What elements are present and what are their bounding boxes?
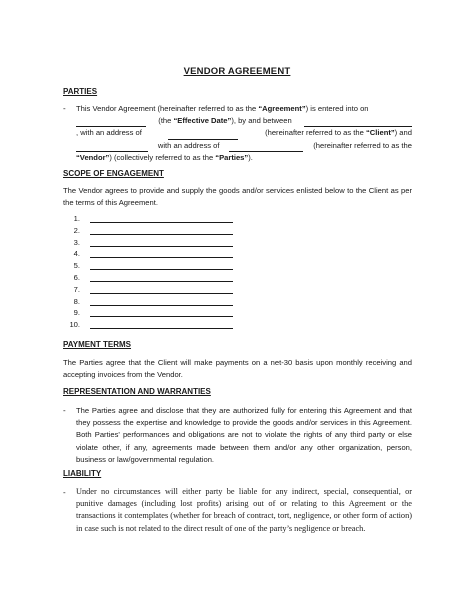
scope-list-number: 4. xyxy=(73,249,80,259)
scope-list-blank[interactable] xyxy=(90,281,233,282)
vendor-address-blank[interactable] xyxy=(229,144,303,152)
parties-paragraph: This Vendor Agreement (hereinafter referred to as the “Agreement”) is entered into on (the “Effective Date”), by and between , with an address of (hereinafter referred to as the “Client”) and with an address of (hereinafter referred to as the “Vendor”) (collectively referred to as the “Parties”). xyxy=(76,104,412,162)
scope-list-blank[interactable] xyxy=(90,328,233,329)
parties-heading: PARTIES xyxy=(63,87,98,96)
representation-text: The Parties agree and disclose that they are authorized fully for entering this Agreement and that they possess the expertise and knowledge to provide the goods and/or services in this Agreement. Both Parties' performances and obligations are not to violate the rights of any third party or else violate other, if any, agreements made between them and/or any other organization, person, business or law/governmental regulation. xyxy=(76,406,412,464)
scope-heading: SCOPE OF ENGAGEMENT xyxy=(63,169,164,178)
liability-bullet: - xyxy=(63,488,66,497)
payment-heading: PAYMENT TERMS xyxy=(63,340,132,349)
scope-list-number: 6. xyxy=(73,272,80,282)
scope-list-number: 5. xyxy=(73,261,80,271)
scope-list-blank[interactable] xyxy=(90,305,233,306)
liability-text: Under no circumstances will either party be liable for any indirect, special, consequential, or punitive damages (including lost profits) arising out of or relating to this Agreement or the transactions it contemplates (whether for breach of contract, tort, negligence, or other form of action) in case such is not related to the direct result of one of the party’s negligence or breach. xyxy=(76,487,412,533)
vendor-address-label: with an address of xyxy=(157,140,220,150)
date-blank[interactable] xyxy=(76,119,146,127)
scope-list-blank[interactable] xyxy=(90,269,233,270)
address-label: , with an address of xyxy=(76,128,142,138)
scope-list-number: 2. xyxy=(73,225,80,235)
parties-line1: This Vendor Agreement (hereinafter referred to as the “Agreement”) is entered into on xyxy=(76,104,369,113)
scope-list-number: 8. xyxy=(73,296,80,306)
scope-list-number: 3. xyxy=(73,237,80,247)
client-address-blank[interactable] xyxy=(168,132,238,140)
scope-list-number: 10. xyxy=(69,320,80,330)
liability-heading: LIABILITY xyxy=(63,469,102,478)
scope-list-blank[interactable] xyxy=(90,222,233,223)
scope-list-blank[interactable] xyxy=(90,257,233,258)
document-title: VENDOR AGREEMENT xyxy=(183,66,291,77)
scope-text: The Vendor agrees to provide and supply the goods and/or services enlisted below to the Client as per the terms of this Agreement. xyxy=(63,186,412,208)
parties-line2: (the “Effective Date”), by and between xyxy=(158,116,292,126)
scope-list-blank[interactable] xyxy=(90,316,233,317)
representation-bullet: - xyxy=(63,406,66,415)
client-name-blank[interactable] xyxy=(304,119,412,127)
scope-list-number: 7. xyxy=(73,284,80,294)
parties-line3: (hereinafter referred to as the “Client”) and xyxy=(265,128,412,138)
scope-list-number: 1. xyxy=(73,214,80,223)
scope-list-number: 9. xyxy=(73,308,80,318)
parties-bullet: - xyxy=(63,104,66,113)
payment-text: The Parties agree that the Client will make payments on a net-30 basis upon monthly receiving and accepting invoices from the Vendor. xyxy=(63,358,412,380)
vendor-name-blank[interactable] xyxy=(76,144,148,152)
scope-list-blank[interactable] xyxy=(90,293,233,294)
representation-heading: REPRESENTATION AND WARRANTIES xyxy=(63,387,211,396)
scope-list-blank[interactable] xyxy=(90,234,233,235)
parties-line4-tail: (hereinafter referred to as the xyxy=(313,140,412,150)
scope-list-blank[interactable] xyxy=(90,246,233,247)
